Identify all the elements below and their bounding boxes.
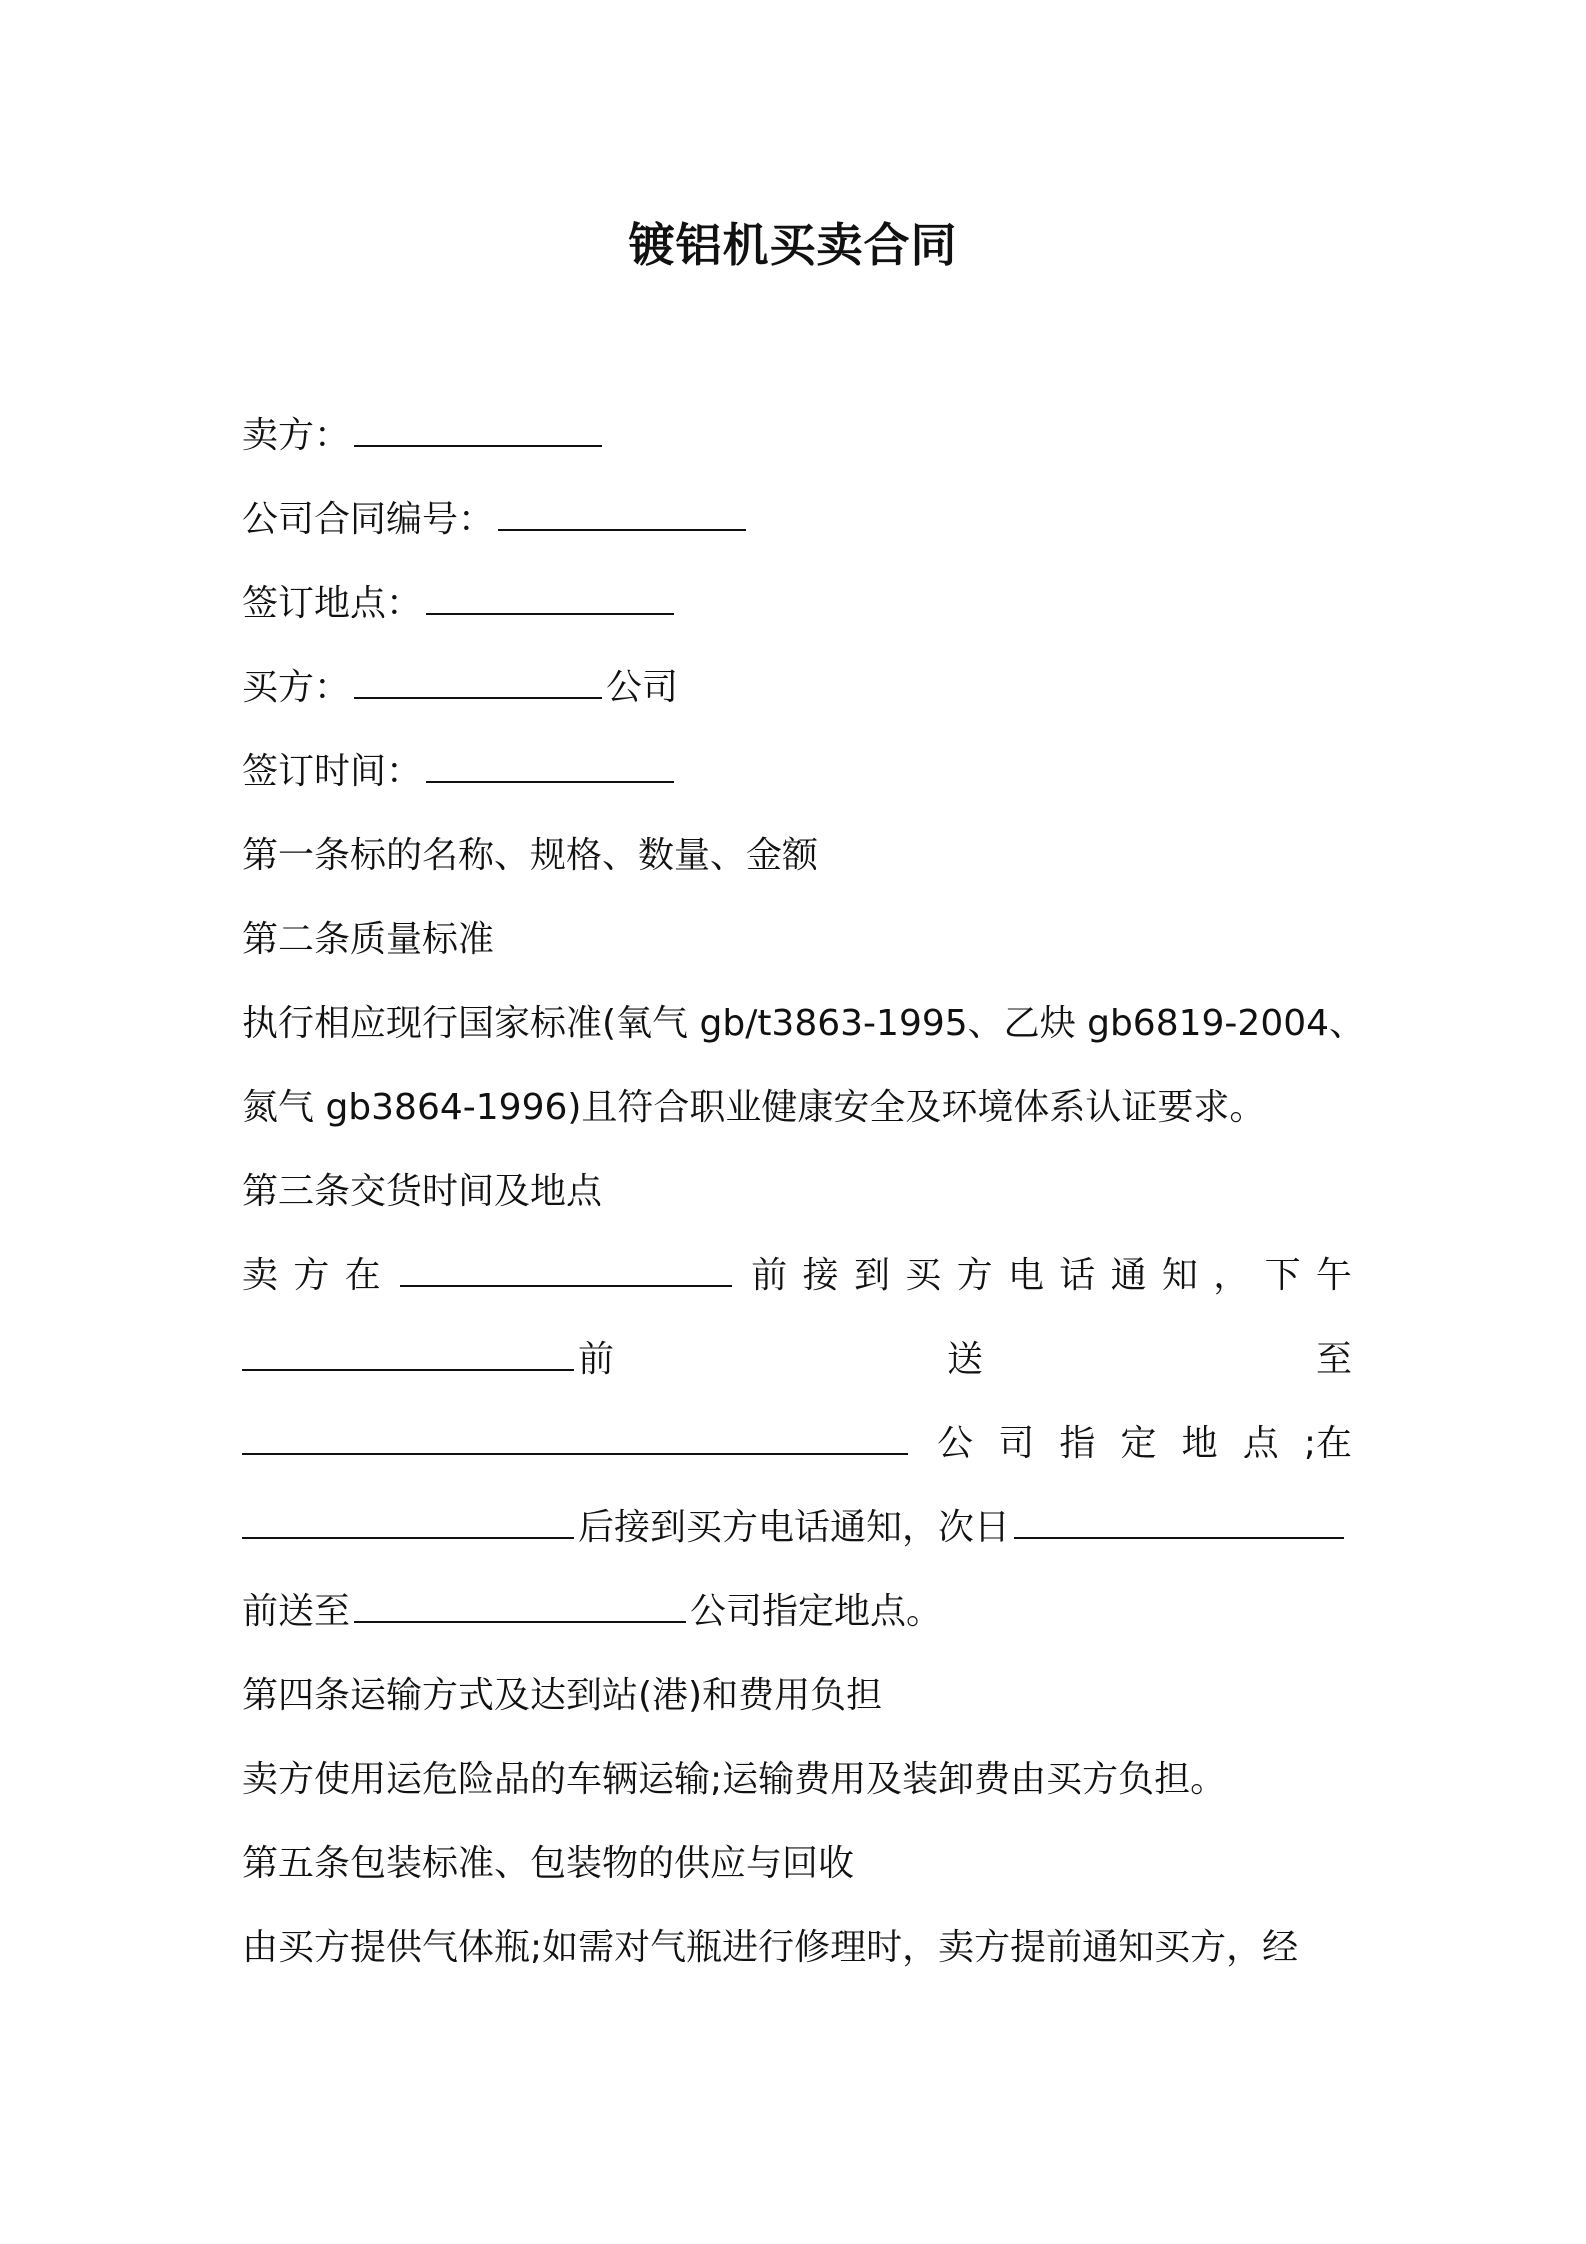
contract-number-field [242,494,1352,546]
delivery-time-blank-3[interactable] [242,1507,574,1539]
article-3-line-4-text: 后接到买方电话通知，次日 [578,1507,1011,1548]
seller-field [242,410,1352,462]
article-3-line-5-text-a: 前送至 [242,1591,351,1632]
article-5-text: 由买方提供气体瓶;如需对气瓶进行修理时，卖方提前通知买方，经 [242,1927,1299,1968]
delivery-place-blank-1[interactable] [242,1423,908,1455]
buyer-suffix: 公司 [606,667,679,708]
text-char: 点 [1242,1423,1279,1464]
text-char: ， [1213,1255,1250,1296]
text-char: 午 [1315,1255,1352,1296]
text-char: 到 [853,1255,890,1296]
article-4-text: 卖方使用运危险品的车辆运输;运输费用及装卸费由买方负担。 [242,1759,1227,1800]
text-char: 买 [905,1255,942,1296]
article-2-text-line-1: 执行相应现行国家标准(氧气 gb/t3863-1995、乙炔 gb6819-2004、 [242,1003,1366,1044]
article-1-heading: 第一条标的名称、规格、数量、金额 [242,835,819,876]
sign-time-label: 签订时间： [242,751,423,792]
contract-number-label: 公司合同编号： [242,499,495,540]
text-char: 话 [1059,1255,1096,1296]
text-char: 指 [1059,1423,1096,1464]
article-3-line-3 [242,1418,1352,1470]
text-char: 送 [946,1339,983,1380]
text-char: 方 [956,1255,993,1296]
sign-time-field [242,746,1352,798]
text-char: 下 [1264,1255,1301,1296]
article-4-heading: 第四条运输方式及达到站(港)和费用负担 [242,1675,883,1716]
article-3-line-2 [242,1334,1352,1386]
article-3-line-5-text-b: 公司指定地点。 [690,1591,943,1632]
sign-place-label: 签订地点： [242,583,423,624]
text-char: 前 [751,1255,788,1296]
sign-place-field [242,578,1352,630]
text-char: 方 [293,1255,330,1296]
document-title: 镀铝机买卖合同 [628,218,958,272]
article-3-heading: 第三条交货时间及地点 [242,1171,603,1212]
sign-time-blank[interactable] [426,751,674,783]
delivery-time-blank-4[interactable] [1014,1507,1344,1539]
text-char: 地 [1181,1423,1218,1464]
article-2-heading: 第二条质量标准 [242,919,495,960]
text-char: 公 [937,1423,974,1464]
text-char: 接 [802,1255,839,1296]
article-3-line-1 [242,1250,1352,1302]
text-char: 卖 [242,1255,279,1296]
text-char: 至 [1315,1339,1352,1380]
contract-number-blank[interactable] [498,499,746,531]
seller-label: 卖方： [242,415,351,456]
delivery-time-blank-1[interactable] [400,1255,732,1287]
article-2-text-line-2: 氮气 gb3864-1996)且符合职业健康安全及环境体系认证要求。 [242,1087,1266,1128]
text-char: 前 [578,1339,615,1380]
article-3-line-4 [242,1502,1352,1554]
buyer-blank[interactable] [354,667,602,699]
article-3-line-5 [242,1586,1352,1638]
delivery-time-blank-2[interactable] [242,1339,574,1371]
article-5-heading: 第五条包装标准、包装物的供应与回收 [242,1843,855,1884]
text-char: 通 [1110,1255,1147,1296]
delivery-place-blank-2[interactable] [354,1591,686,1623]
sign-place-blank[interactable] [426,583,674,615]
text-char: ;在 [1303,1423,1352,1464]
text-char: 知 [1161,1255,1198,1296]
text-char: 司 [998,1423,1035,1464]
buyer-label: 买方： [242,667,351,708]
text-char: 电 [1007,1255,1044,1296]
text-char: 在 [344,1255,381,1296]
buyer-field [242,662,1352,714]
text-char: 定 [1120,1423,1157,1464]
seller-blank[interactable] [354,415,602,447]
